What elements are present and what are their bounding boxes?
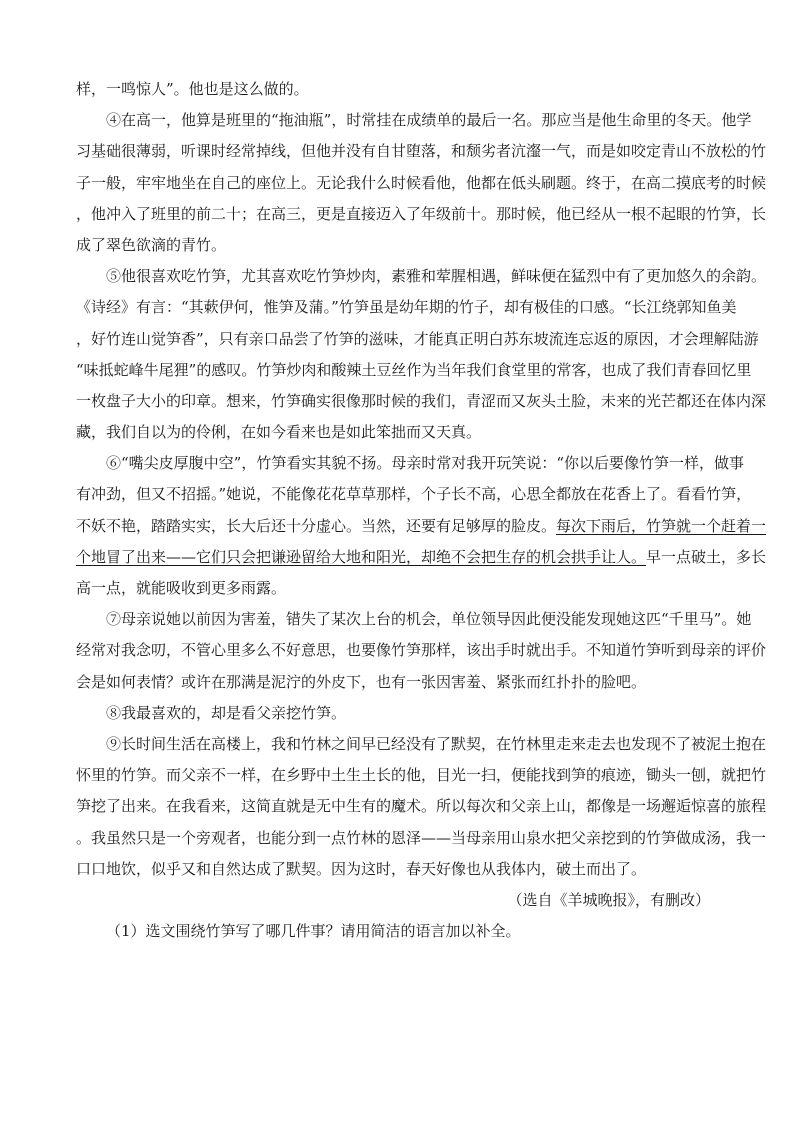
paragraph-4-line-2: 习基础很薄弱，听课时经常掉线，但他并没有自甘堕落，和颓劣者沆瀣一气，而是如咬定青山不放松的竹: [76, 142, 767, 161]
paragraph-6-line-3: [76, 511, 767, 542]
paragraph-6-line-2: 有冲劲，但又不招摇。”她说，不能像花花草草那样，个子长不高，心思全都放在花香上了。看看竹笋，: [76, 485, 752, 504]
paragraph-4-line-5: 成了翠色欲滴的青竹。: [76, 235, 227, 254]
paragraph-6-line-4: [76, 542, 767, 573]
paragraph-4-line-3: 子一般，牢牢地坐在自己的座位上。无论我什么时候看他，他都在低头刷题。终于，在高二摸底考的时候: [76, 173, 767, 192]
paragraph-5-line-3: ，好竹连山觉笋香”，只有亲口品尝了竹笋的滋味，才能真正明白苏东坡流连忘返的原因，才会理解陆游: [76, 329, 759, 348]
paragraph-9-line-3: 笋挖了出来。在我看来，这简直就是无中生有的魔术。所以每次和父亲上山，都像是一场邂逅惊喜的旅程: [76, 797, 767, 816]
paragraph-4-line-1: ④在高一，他算是班里的“拖油瓶”，时常挂在成绩单的最后一名。那应当是他生命里的冬天。他学: [106, 111, 752, 130]
paragraph-7-line-3: 会是如何表情？或许在那满是泥泞的外皮下，也有一张因害羞、紧张而红扑扑的脸吧。: [76, 672, 647, 691]
paragraph-5-line-6: 藏，我们自以为的伶俐，在如今看来也是如此笨拙而又天真。: [76, 423, 482, 442]
paragraph-9-line-5: 口口地饮，似乎又和自然达成了默契。因为这时，春天好像也从我体内，破土而出了。: [76, 859, 647, 878]
paragraph-5-line-4: “味抵蛇峰牛尾狸”的感叹。竹笋炒肉和酸辣土豆丝作为当年我们食堂里的常客，也成了我们青春回忆里: [76, 360, 752, 379]
paragraph-6-line-1: ⑥“嘴尖皮厚腹中空”，竹笋看实其貌不扬。母亲时常对我开玩笑说：“你以后要像竹笋一样，做事: [106, 454, 745, 473]
question-1: （1）选文围绕竹笋写了哪几件事？请用简洁的语言加以补全。: [106, 922, 521, 941]
paragraph-7-line-1: ⑦母亲说她以前因为害羞，错失了某次上台的机会，单位领导因此便没能发现她这匹“千里马”。她: [106, 610, 752, 629]
paragraph-5-line-2: 《诗经》有言：“其蔌伊何，惟笋及蒲。”竹笋虽是幼年期的竹子，却有极佳的口感。“长江绕郭知鱼美: [76, 298, 737, 317]
underlined-sentence-part-1: 每次下雨后，竹笋就一个赶着一: [556, 516, 767, 535]
paragraph-8-line-1: ⑧我最喜欢的，却是看父亲挖竹笋。: [106, 703, 347, 722]
text-line-1: 样，一鸣惊人”。他也是这么做的。: [76, 80, 309, 98]
source-citation: （选自《羊城晚报》，有删改）: [507, 890, 710, 909]
paragraph-5-line-1: ⑤他很喜欢吃竹笋，尤其喜欢吃竹笋炒肉，素雅和荤腥相遇，鲜味便在猛烈中有了更加悠久的余韵。: [106, 267, 767, 286]
underlined-sentence-part-2: 个地冒了出来——它们只会把谦逊留给大地和阳光，却绝不会把生存的机会拱手让人。: [76, 547, 647, 566]
paragraph-5-line-5: 一枚盘子大小的印章。想来，竹笋确实很像那时候的我们，青涩而又灰头土脸，未来的光芒都还在体内深: [76, 391, 767, 410]
document-page: [76, 74, 767, 947]
paragraph-4-line-4: ，他冲入了班里的前二十；在高三，更是直接迈入了年级前十。那时候，他已经从一根不起眼的竹笋，长: [76, 204, 767, 223]
paragraph-6-line-3-plain: 不妖不艳，踏踏实实，长大后还十分虚心。当然，还要有足够厚的脸皮。: [76, 516, 557, 535]
paragraph-9-line-2: 怀里的竹笋。而父亲不一样，在乡野中土生土长的他，目光一扫，便能找到笋的痕迹，锄头一刨，就把竹: [76, 766, 767, 785]
paragraph-6-line-5: 高一点，就能吸收到更多雨露。: [76, 579, 287, 597]
paragraph-7-line-2: 经常对我念叨，不管心里多么不好意思，也要像竹笋那样，该出手时就出手。不知道竹笋听到母亲的评价: [76, 641, 767, 660]
paragraph-9-line-1: ⑨长时间生活在高楼上，我和竹林之间早已经没有了默契，在竹林里走来走去也发现不了被泥土抱在: [106, 734, 767, 753]
paragraph-9-line-4: 。我虽然只是一个旁观者，也能分到一点竹林的恩泽——当母亲用山泉水把父亲挖到的竹笋做成汤，我一: [76, 828, 767, 847]
paragraph-6-line-4-plain: 早一点破土，多长: [646, 547, 767, 566]
